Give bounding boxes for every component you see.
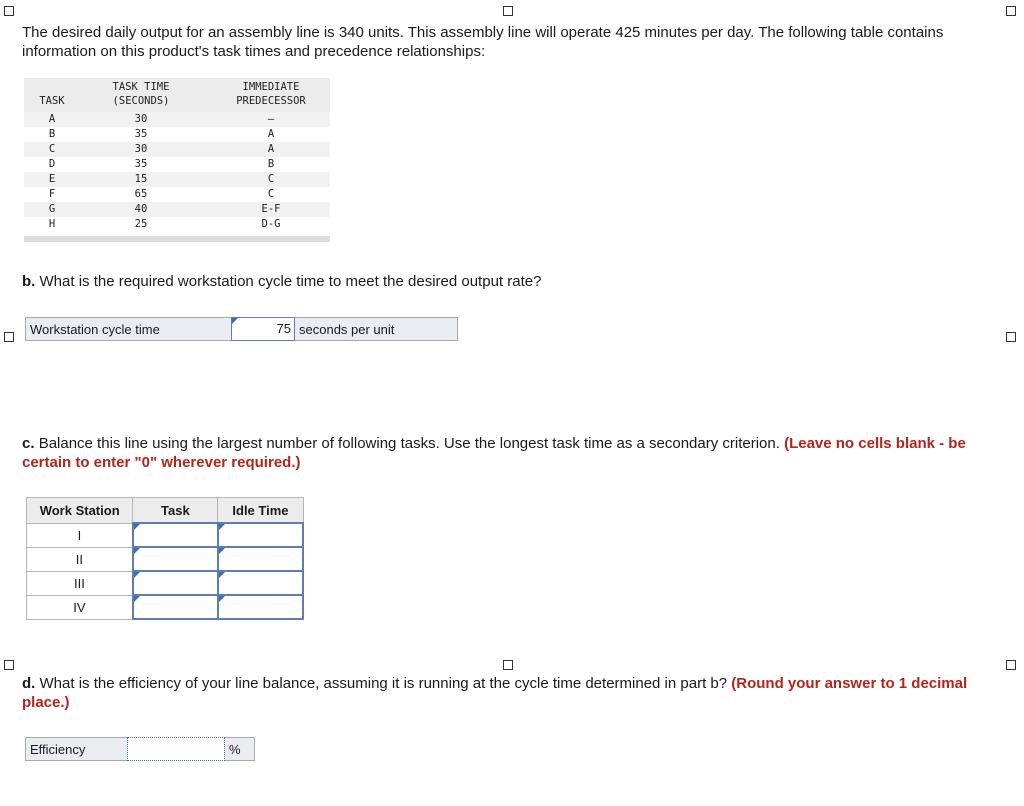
answer-marker-icon (232, 318, 238, 324)
task-row (24, 187, 330, 202)
station-table (26, 497, 304, 620)
header-task: Task (133, 498, 218, 524)
station-label: III (27, 571, 133, 595)
corner-box-top-right (1006, 6, 1016, 16)
task-cell: F (48, 188, 56, 200)
efficiency-answer-row (25, 737, 255, 761)
task-row (24, 112, 330, 127)
task-input[interactable] (133, 571, 218, 595)
corner-box-top-center (503, 6, 513, 16)
task-row (24, 142, 330, 157)
part-b-question (22, 272, 982, 291)
station-row (27, 523, 304, 547)
header-work-station: Work Station (27, 498, 133, 524)
part-b-text: What is the required workstation cycle time to meet the desired output rate? (39, 273, 542, 290)
corner-box-top-left (4, 6, 14, 16)
task-table (24, 78, 330, 242)
task-row (24, 157, 330, 172)
task-input[interactable] (133, 595, 218, 619)
part-d-label: d. (22, 675, 36, 692)
time-cell: 35 (134, 128, 148, 140)
idle-time-input[interactable] (218, 523, 303, 547)
part-d-note: (Round your answer to 1 decimal place.) (22, 675, 968, 711)
part-b-label: b. (22, 273, 36, 290)
cycle-time-unit: seconds per unit (299, 322, 395, 337)
task-cell: H (48, 218, 56, 230)
cycle-time-label: Workstation cycle time (30, 322, 160, 337)
station-row (27, 595, 304, 619)
task-table-header (24, 78, 330, 112)
part-d-text: What is the efficiency of your line balance, assuming it is running at the cycle time determined in part b? (39, 675, 728, 692)
pred-cell: D-G (261, 218, 281, 230)
task-cell: C (48, 143, 56, 155)
answer-marker-icon (134, 524, 140, 530)
time-cell: 15 (134, 173, 148, 185)
part-d-question (22, 674, 982, 712)
station-label: I (27, 523, 133, 547)
time-cell: 35 (134, 158, 148, 170)
pred-cell: — (267, 113, 275, 125)
task-row (24, 217, 330, 232)
efficiency-unit: % (229, 742, 241, 757)
part-c-question (22, 434, 982, 472)
time-cell: 65 (134, 188, 148, 200)
task-cell: G (48, 203, 56, 215)
answer-marker-icon (219, 548, 225, 554)
cycle-time-answer-row (25, 317, 458, 341)
task-input[interactable] (133, 547, 218, 571)
station-table-header (27, 498, 304, 524)
corner-box-mid-left (4, 332, 14, 342)
time-cell: 30 (134, 143, 148, 155)
answer-marker-icon (219, 596, 225, 602)
idle-time-input[interactable] (218, 571, 303, 595)
answer-marker-icon (219, 524, 225, 530)
station-label: IV (27, 595, 133, 619)
pred-cell: E-F (261, 203, 281, 215)
pred-cell: A (267, 128, 275, 140)
pred-cell: B (267, 158, 275, 170)
idle-time-input[interactable] (218, 547, 303, 571)
corner-box-low-left (4, 660, 14, 670)
time-cell: 40 (134, 203, 148, 215)
corner-box-low-center (503, 660, 513, 670)
task-cell: A (48, 113, 56, 125)
corner-box-low-right (1006, 660, 1016, 670)
part-c-label: c. (22, 435, 35, 452)
header-time-line2: (SECONDS) (112, 95, 170, 107)
header-pred-line1: IMMEDIATE (242, 81, 300, 93)
task-row (24, 172, 330, 187)
part-c-note: (Leave no cells blank - be certain to enter "0" wherever required.) (22, 435, 966, 471)
task-row (24, 202, 330, 217)
idle-time-input[interactable] (218, 595, 303, 619)
task-cell: B (48, 128, 56, 140)
efficiency-input[interactable] (127, 737, 225, 761)
header-time-line1: TASK TIME (112, 81, 170, 93)
corner-box-mid-right (1006, 332, 1016, 342)
answer-marker-icon (134, 548, 140, 554)
station-row (27, 571, 304, 595)
intro-text: The desired daily output for an assembly line is 340 units. This assembly line will operate 425 minutes per day. The following table contains information on this product's task times and precedence relationships: (22, 24, 944, 60)
time-cell: 30 (134, 113, 148, 125)
task-table-body (24, 112, 330, 232)
task-input[interactable] (133, 523, 218, 547)
answer-marker-icon (219, 572, 225, 578)
time-cell: 25 (134, 218, 148, 230)
task-cell: E (48, 173, 56, 185)
table-bottom-rule (24, 236, 330, 242)
pred-cell: C (267, 173, 275, 185)
header-pred-line2: PREDECESSOR (236, 95, 306, 107)
header-task: TASK (39, 95, 65, 107)
cycle-time-input[interactable]: 75 (231, 317, 295, 341)
header-idle-time: Idle Time (218, 498, 303, 524)
task-cell: D (48, 158, 56, 170)
pred-cell: A (267, 143, 275, 155)
answer-marker-icon (134, 596, 140, 602)
task-row (24, 127, 330, 142)
part-c-text: Balance this line using the largest number of following tasks. Use the longest task time as a secondary criterion. (38, 435, 780, 452)
answer-marker-icon (134, 572, 140, 578)
station-row (27, 547, 304, 571)
efficiency-label: Efficiency (30, 742, 86, 757)
station-label: II (27, 547, 133, 571)
pred-cell: C (267, 188, 275, 200)
